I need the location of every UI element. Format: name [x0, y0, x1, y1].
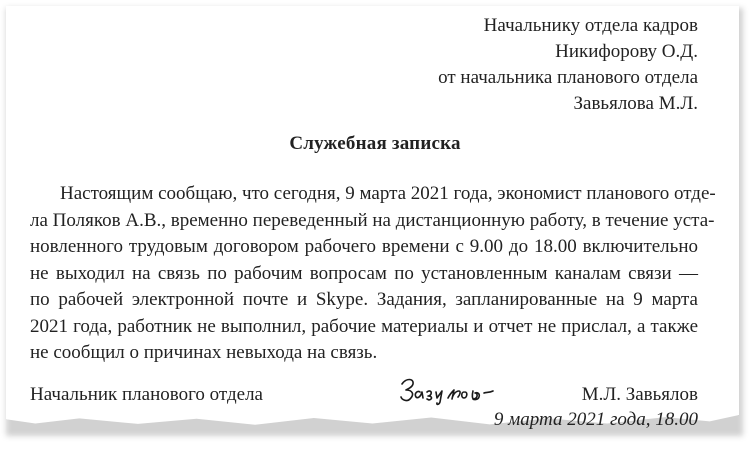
document-title: Служебная записка — [289, 133, 461, 154]
memo-date: 9 марта 2021 года, 18.00 — [493, 409, 698, 430]
body-line: не сообщил о причинах невыхода на связь. — [30, 342, 378, 363]
addressee-line-1: Начальнику отдела кадров — [483, 15, 698, 36]
body-line: по рабочей электронной почте и Skype. Задания, запланированные на 9 марта — [30, 289, 698, 310]
signer-position: Начальник планового отдела — [30, 384, 263, 405]
addressee-line-3: от начальника планового отдела — [438, 67, 698, 88]
memo-body — [30, 181, 716, 367]
signer-name: М.Л. Завьялов — [581, 384, 698, 405]
body-line: Настоящим сообщаю, что сегодня, 9 марта 2021 года, экономист планового отде- — [60, 183, 716, 204]
signature-graphic — [398, 372, 510, 406]
body-line: новленного трудовым договором рабочего времени с 9.00 до 18.00 включительно — [30, 236, 698, 257]
addressee-block — [438, 13, 698, 117]
handwritten-signature — [398, 372, 510, 411]
body-line: 2021 года, работник не выполнил, рабочие материалы и отчет не прислал, а также — [30, 315, 698, 337]
body-line: ла Поляков А.В., временно переведенный на дистанционную работу, в течение уста- — [30, 209, 715, 231]
addressee-line-4: Завьялова М.Л. — [573, 93, 698, 114]
addressee-line-2: Никифорову О.Д. — [555, 41, 698, 62]
body-line: не выходил на связь по рабочим вопросам по установленным каналам связи — — [30, 262, 698, 284]
